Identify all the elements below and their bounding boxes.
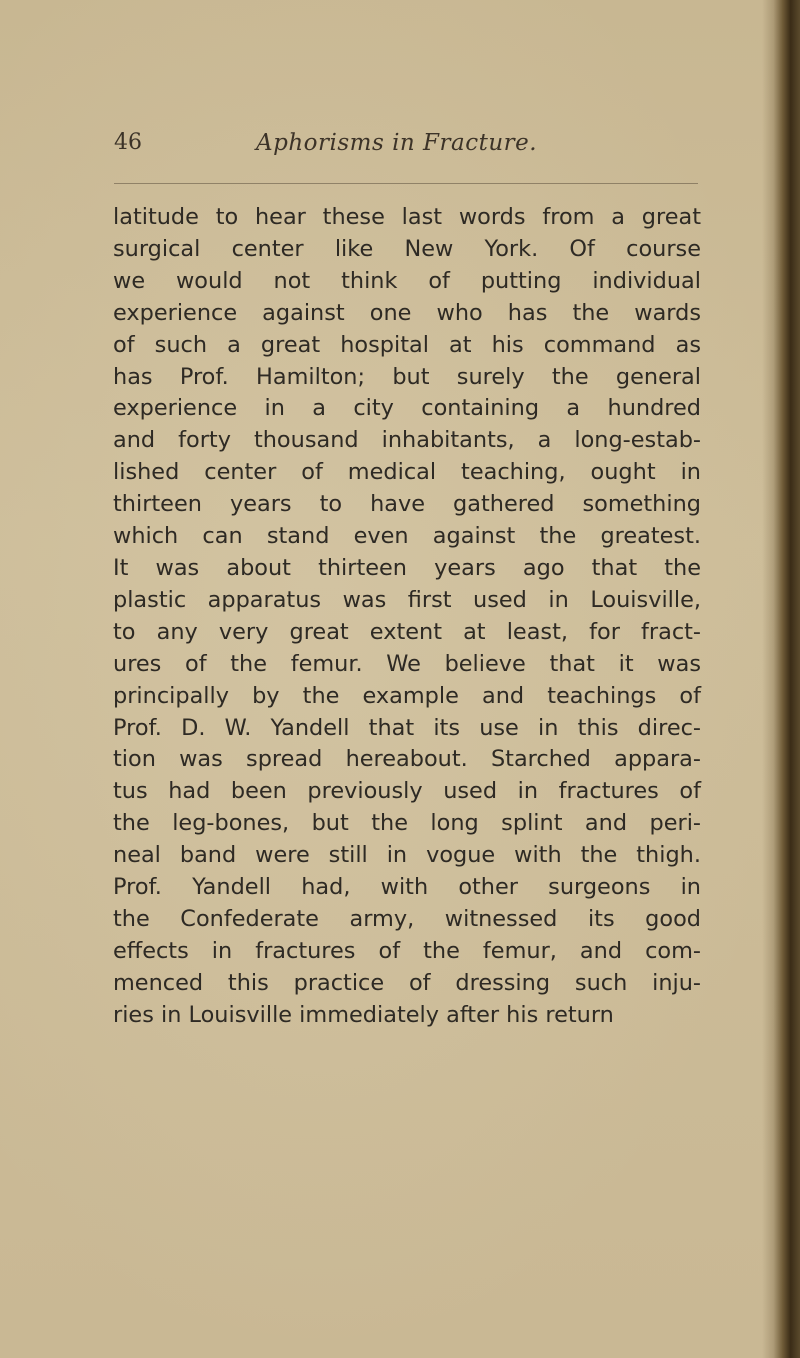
page-edge-shadow	[762, 0, 800, 1358]
text-line: latitude to hear these last words from a great	[113, 204, 701, 230]
text-line: ries in Louisville immediately after his return	[113, 1001, 614, 1028]
header-rule	[114, 183, 698, 184]
text-line: has Prof. Hamilton; but surely the general	[113, 363, 701, 390]
running-title: Aphorisms in Fracture.	[256, 130, 538, 156]
text-line: we would not think of putting individual	[113, 267, 701, 294]
text-line: It was about thirteen years ago that the	[113, 554, 701, 581]
text-line: which can stand even against the greatest.	[113, 523, 701, 550]
text-line: thirteen years to have gathered something	[113, 491, 701, 518]
text-line: of such a great hospital at his command as	[113, 331, 701, 358]
page-number: 46	[114, 130, 142, 155]
text-line: principally by the example and teachings of	[113, 682, 701, 709]
body-paragraph	[113, 202, 701, 1032]
running-head	[114, 130, 588, 170]
text-line: experience in a city containing a hundred	[113, 395, 701, 422]
text-line: Prof. D. W. Yandell that its use in this direc-	[113, 714, 701, 741]
text-line: effects in fractures of the femur, and com-	[113, 937, 701, 964]
text-line: to any very great extent at least, for fract-	[113, 618, 701, 645]
text-line: the Confederate army, witnessed its good	[113, 905, 701, 932]
text-line: the leg-bones, but the long splint and peri-	[113, 810, 701, 837]
text-line: neal band were still in vogue with the thigh.	[113, 842, 701, 869]
text-line: ures of the femur. We believe that it was	[113, 650, 701, 677]
text-line: lished center of medical teaching, ought in	[113, 459, 701, 486]
text-line: surgical center like New York. Of course	[113, 235, 701, 262]
text-line: plastic apparatus was first used in Louisville,	[113, 586, 701, 613]
text-line: tus had been previously used in fractures of	[113, 778, 701, 805]
text-line: and forty thousand inhabitants, a long-estab-	[113, 427, 701, 454]
text-line: menced this practice of dressing such inju-	[113, 969, 701, 996]
text-line: tion was spread hereabout. Starched appara-	[113, 746, 701, 773]
text-line: experience against one who has the wards	[113, 299, 701, 326]
text-line: Prof. Yandell had, with other surgeons in	[113, 874, 701, 901]
